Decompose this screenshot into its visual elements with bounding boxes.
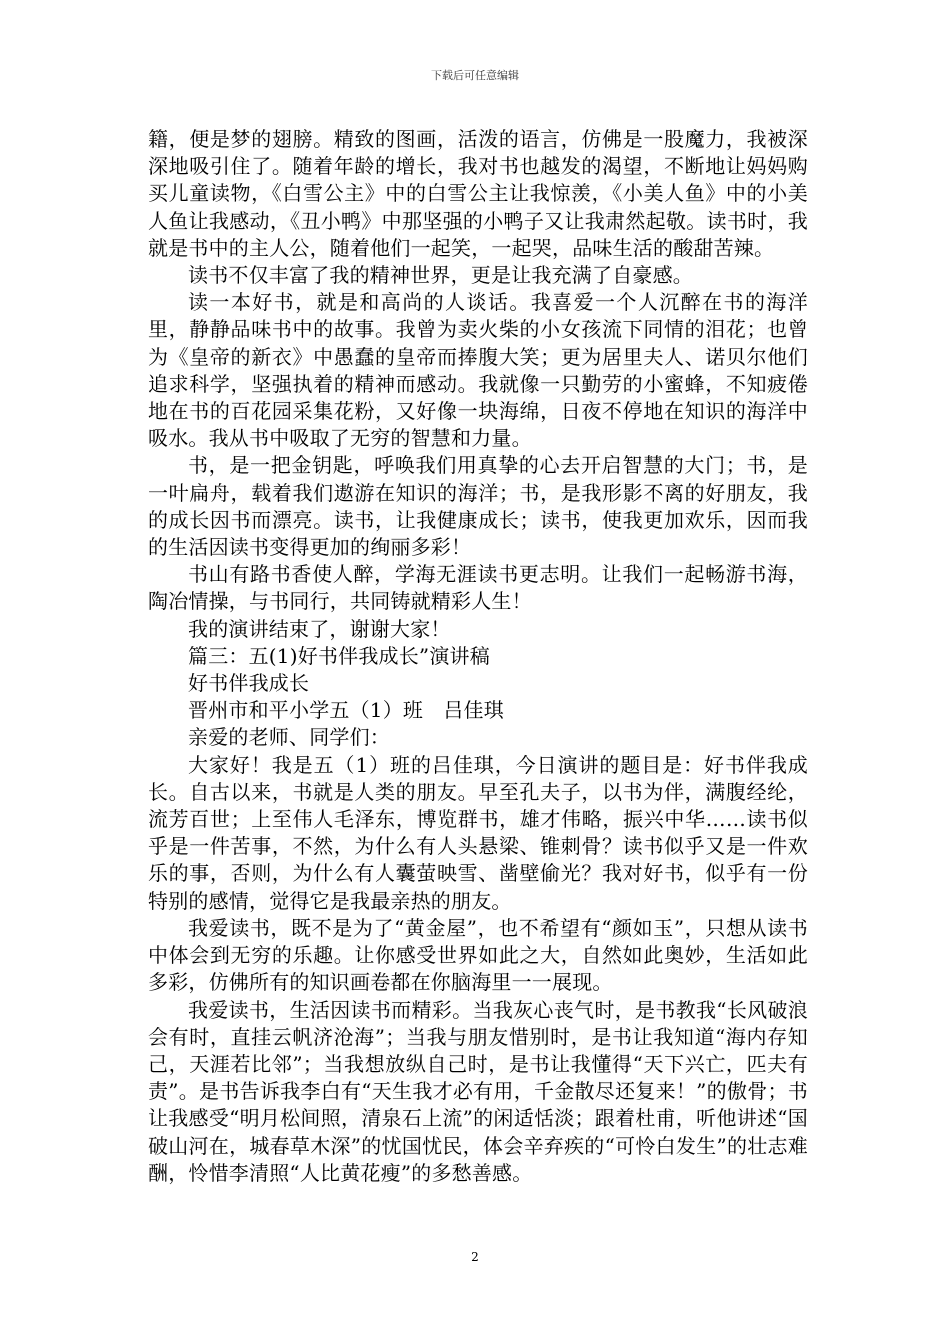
document-body	[148, 126, 808, 1187]
speech-salutation: 亲爱的老师、同学们：	[188, 725, 390, 750]
paragraph: 我爱读书，生活因读书而精彩。当我灰心丧气时，是书教我“长风破浪会有时，直挂云帆济沧海”；当我与朋友惜别时，是书让我知道“海内存知己，天涯若比邻”；当我想放纵自己时，是书让我懂得“天下兴亡，匹夫有责”。是书告诉我李白有“天生我才必有用，千金散尽还复来！”的傲骨；书让我感受“明月松间照，清泉石上流”的闲适恬淡；跟着杜甫，听他讲述“国破山河在，城春草木深”的忧国忧民，体会辛弃疾的“可怜白发生”的壮志难酬，怜惜李清照“人比黄花瘦”的多愁善感。	[148, 997, 808, 1185]
paragraph: 我爱读书，既不是为了“黄金屋”，也不希望有“颜如玉”，只想从读书中体会到无穷的乐趣。让你感受世界如此之大，自然如此奥妙，生活如此多彩，仿佛所有的知识画卷都在你脑海里一一展现。	[148, 915, 808, 995]
paragraph: 书山有路书香使人醉，学海无涯读书更志明。让我们一起畅游书海，陶冶情操，与书同行，共同铸就精彩人生！	[148, 562, 808, 614]
paragraph: 大家好！我是五（1）班的吕佳琪，今日演讲的题目是：好书伴我成长。自古以来，书就是人类的朋友。早至孔夫子，以书为伴，满腹经纶，流芳百世；上至伟人毛泽东，博览群书，雄才伟略，振兴中华……读书似乎是一件苦事，不然，为什么有人头悬梁、锥刺骨？读书似乎又是一件欢乐的事，否则，为什么有人囊萤映雪、凿壁偷光？我对好书，似乎有一份特别的感情，觉得它是我最亲热的朋友。	[148, 752, 808, 913]
paragraph: 我的演讲结束了，谢谢大家！	[188, 616, 451, 641]
page-header: 下载后可任意编辑	[431, 69, 519, 82]
speech-author: 晋州市和平小学五（1）班 吕佳琪	[188, 698, 504, 723]
paragraph: 籍，便是梦的翅膀。精致的图画，活泼的语言，仿佛是一股魔力，我被深深地吸引住了。随着年龄的增长，我对书也越发的渴望，不断地让妈妈购买儿童读物，《白雪公主》中的白雪公主让我惊羡，《小美人鱼》中的小美人鱼让我感动，《丑小鸭》中那坚强的小鸭子又让我肃然起敬。读书时，我就是书中的主人公，随着他们一起笑，一起哭，品味生活的酸甜苦辣。	[148, 127, 808, 260]
paragraph: 读书不仅丰富了我的精神世界，更是让我充满了自豪感。	[188, 263, 693, 288]
paragraph: 读一本好书，就是和高尚的人谈话。我喜爱一个人沉醉在书的海洋里，静静品味书中的故事。我曾为卖火柴的小女孩流下同情的泪花；也曾为《皇帝的新衣》中愚蠢的皇帝而捧腹大笑；更为居里夫人、诺贝尔他们追求科学，坚强执着的精神而感动。我就像一只勤劳的小蜜蜂，不知疲倦地在书的百花园采集花粉，又好像一块海绵，日夜不停地在知识的海洋中吸水。我从书中吸取了无穷的智慧和力量。	[148, 290, 808, 451]
page-number: 2	[471, 1250, 479, 1264]
section-heading: 篇三：五(1)好书伴我成长”演讲稿	[188, 643, 490, 668]
speech-title: 好书伴我成长	[188, 671, 310, 696]
paragraph: 书，是一把金钥匙，呼唤我们用真挚的心去开启智慧的大门；书，是一叶扁舟，载着我们遨游在知识的海洋；书，是我形影不离的好朋友，我的成长因书而漂亮。读书，让我健康成长；读书，使我更加欢乐，因而我的生活因读书变得更加的绚丽多彩！	[148, 453, 808, 560]
